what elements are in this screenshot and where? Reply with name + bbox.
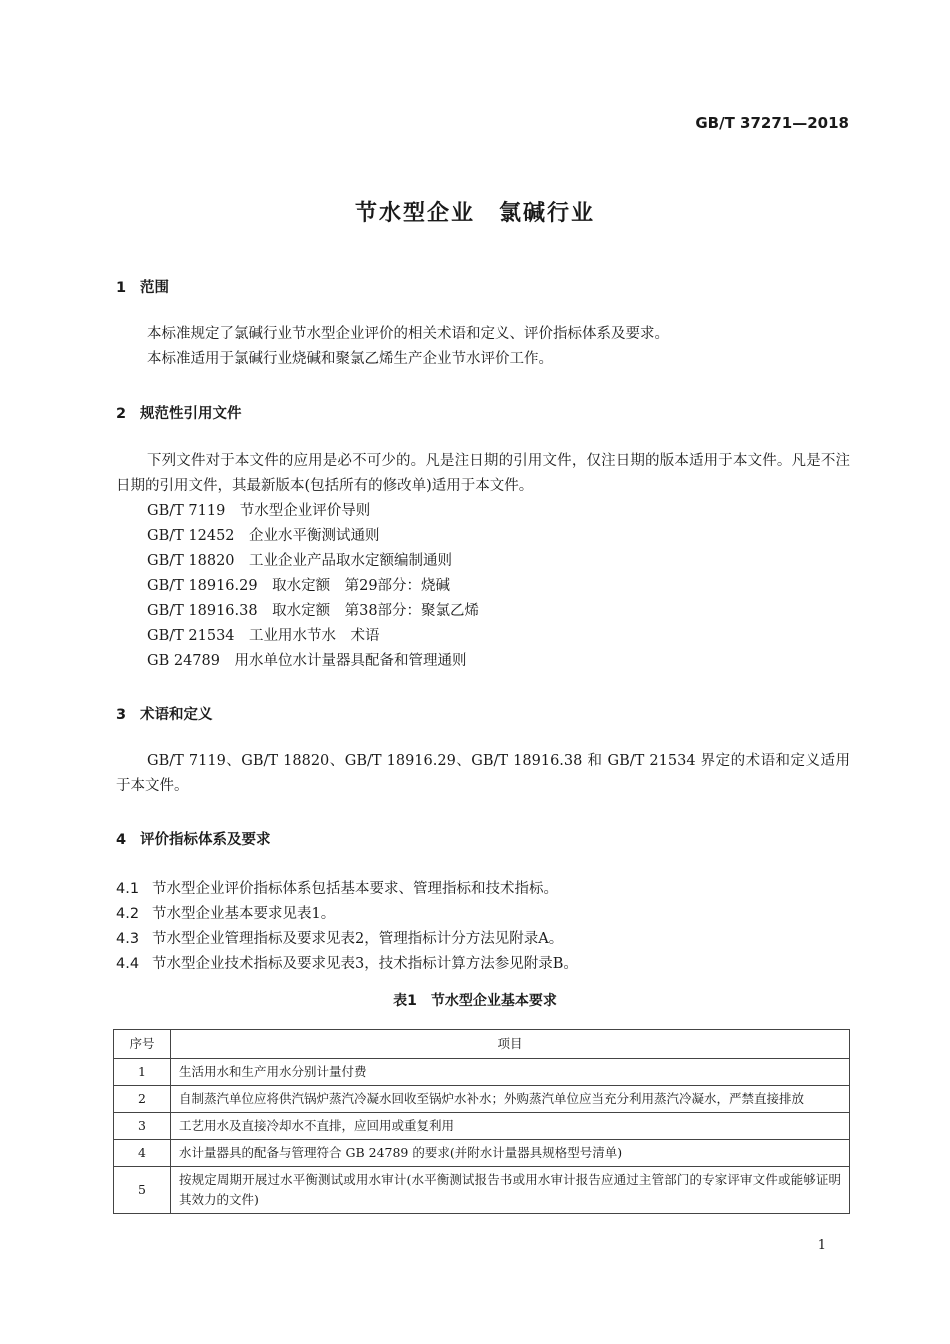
reference-item: GB 24789 用水单位水计量器具配备和管理通则 — [147, 653, 467, 669]
clause-4-4 — [116, 952, 578, 973]
row-item: 工艺用水及直接冷却水不直排，应回用或重复利用 — [171, 1113, 850, 1140]
table-row — [114, 1059, 850, 1086]
clause-text: 节水型企业基本要求见表1。 — [152, 906, 336, 922]
column-header-number: 序号 — [114, 1030, 171, 1059]
reference-item: GB/T 21534 工业用水节水 术语 — [147, 628, 380, 644]
section-number: 3 — [116, 707, 127, 723]
reference-item: GB/T 7119 节水型企业评价导则 — [147, 503, 371, 519]
table-row — [114, 1167, 850, 1214]
reference-item: GB/T 18820 工业企业产品取水定额编制通则 — [147, 553, 453, 569]
clause-number: 4.1 — [116, 881, 140, 897]
table-row — [114, 1086, 850, 1113]
column-header-item: 项目 — [171, 1030, 850, 1059]
section-number: 2 — [116, 406, 127, 422]
clause-text: 节水型企业评价指标体系包括基本要求、管理指标和技术指标。 — [152, 881, 558, 897]
section-1-heading — [116, 276, 169, 297]
section-2-intro: 下列文件对于本文件的应用是必不可少的。凡是注日期的引用文件，仅注日期的版本适用于本文件。凡是不注日期的引用文件，其最新版本(包括所有的修改单)适用于本文件。 — [116, 453, 850, 494]
row-item: 水计量器具的配备与管理符合 GB 24789 的要求(并附水计量器具规格型号清单) — [171, 1140, 850, 1167]
table-row — [114, 1140, 850, 1167]
row-item: 按规定周期开展过水平衡测试或用水审计(水平衡测试报告书或用水审计报告应通过主管部门的专家评审文件或能够证明其效力的文件) — [171, 1167, 850, 1214]
section-4-heading — [116, 828, 271, 849]
page-number: 1 — [817, 1238, 826, 1253]
section-title: 规范性引用文件 — [140, 406, 242, 422]
section-number: 1 — [116, 280, 127, 296]
clause-text: 节水型企业管理指标及要求见表2，管理指标计分方法见附录A。 — [152, 931, 564, 947]
section-1-paragraph-2: 本标准适用于氯碱行业烧碱和聚氯乙烯生产企业节水评价工作。 — [147, 351, 553, 367]
clause-text: 节水型企业技术指标及要求见表3，技术指标计算方法参见附录B。 — [152, 956, 578, 972]
row-number: 4 — [114, 1140, 171, 1167]
section-title: 术语和定义 — [140, 707, 213, 723]
table-row — [114, 1113, 850, 1140]
section-title: 评价指标体系及要求 — [140, 832, 271, 848]
table-header-row — [114, 1030, 850, 1059]
table-caption: 表1 节水型企业基本要求 — [393, 993, 557, 1009]
row-number: 3 — [114, 1113, 171, 1140]
section-title: 范围 — [140, 280, 169, 296]
section-number: 4 — [116, 832, 127, 848]
clause-4-3 — [116, 927, 563, 948]
section-3-paragraph: GB/T 7119、GB/T 18820、GB/T 18916.29、GB/T 18916.38 和 GB/T 21534 界定的术语和定义适用于本文件。 — [116, 753, 850, 794]
row-item: 生活用水和生产用水分别计量付费 — [171, 1059, 850, 1086]
reference-item: GB/T 18916.38 取水定额 第38部分：聚氯乙烯 — [147, 603, 480, 619]
reference-item: GB/T 12452 企业水平衡测试通则 — [147, 528, 380, 544]
section-1-paragraph-1: 本标准规定了氯碱行业节水型企业评价的相关术语和定义、评价指标体系及要求。 — [147, 326, 669, 342]
reference-item: GB/T 18916.29 取水定额 第29部分：烧碱 — [147, 578, 451, 594]
clause-number: 4.2 — [116, 906, 140, 922]
clause-number: 4.3 — [116, 931, 140, 947]
row-number: 2 — [114, 1086, 171, 1113]
document-title: 节水型企业 氯碱行业 — [354, 201, 595, 226]
clause-number: 4.4 — [116, 956, 140, 972]
section-3-heading — [116, 703, 213, 724]
standard-code: GB/T 37271—2018 — [695, 114, 849, 132]
clause-4-2 — [116, 902, 335, 923]
clause-4-1 — [116, 877, 558, 898]
row-item: 自制蒸汽单位应将供汽锅炉蒸汽冷凝水回收至锅炉水补水；外购蒸汽单位应当充分利用蒸汽冷凝水，严禁直接排放 — [171, 1086, 850, 1113]
section-2-heading — [116, 402, 242, 423]
requirements-table — [113, 1029, 850, 1214]
row-number: 1 — [114, 1059, 171, 1086]
row-number: 5 — [114, 1167, 171, 1214]
